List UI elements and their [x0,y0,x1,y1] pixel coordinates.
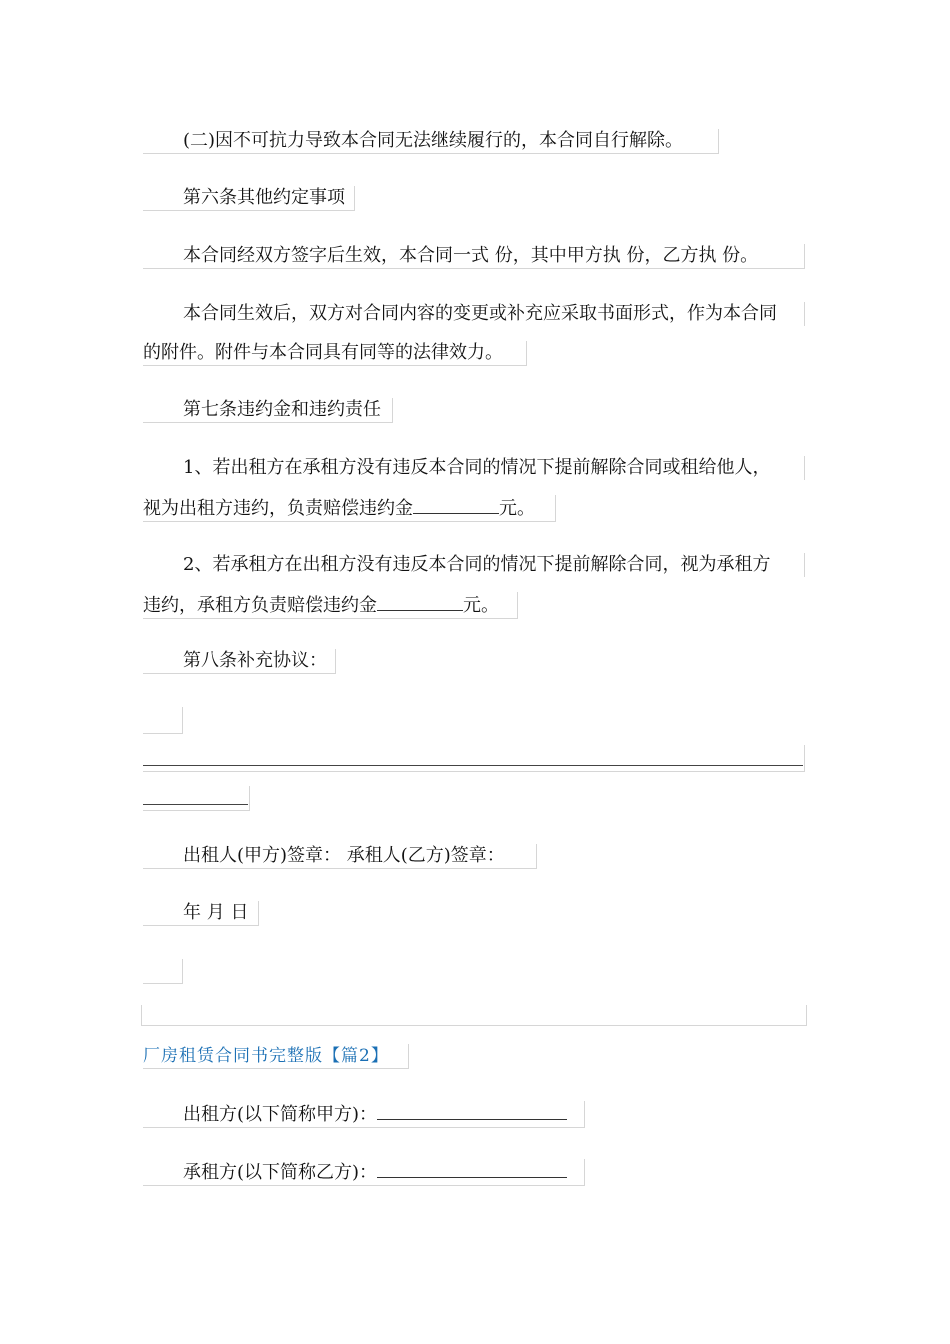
empty-wide-box [141,1005,807,1026]
lessee-line [143,1159,585,1186]
article-6-title: 第六条其他约定事项 [143,186,355,211]
lessee-name-blank [377,1159,567,1178]
clause-1-unit: 元。 [499,498,535,519]
supplement-fill-line-2 [143,804,248,805]
section-2-title: 厂房租赁合同书完整版【篇2】 [143,1044,409,1069]
clause-force-majeure: (二)因不可抗力导致本合同无法继续履行的，本合同自行解除。 [143,129,719,154]
date-line: 年 月 日 [143,901,259,926]
empty-paragraph-box [143,707,183,734]
clause-1-text: 视为出租方违约，负责赔偿违约金 [143,498,413,519]
supplement-fill-line [143,765,803,766]
article-7-clause-2-line-2 [143,592,518,619]
lessor-line [143,1101,585,1128]
clause-2-text: 违约，承租方负责赔偿违约金 [143,595,377,616]
article-7-clause-1-line-2 [143,495,556,522]
article-6-paragraph-2-line-1: 本合同生效后，双方对合同内容的变更或补充应采取书面形式，作为本合同 [143,302,805,326]
supplement-line-box [143,745,805,772]
article-7-title: 第七条违约金和违约责任 [143,398,393,423]
lessor-label: 出租方(以下简称甲方)： [183,1104,378,1125]
supplement-line-box-2 [143,786,250,811]
article-6-paragraph-2-line-2: 的附件。附件与本合同具有同等的法律效力。 [143,341,527,366]
article-7-clause-1-line-1: 1、若出租方在承租方没有违反本合同的情况下提前解除合同或租给他人， [143,456,805,480]
article-7-clause-2-line-1: 2、若承租方在出租方没有违反本合同的情况下提前解除合同，视为承租方 [143,553,805,577]
lessee-label: 承租方(以下简称乙方)： [183,1162,378,1183]
penalty-amount-blank [377,592,463,611]
clause-2-unit: 元。 [463,595,499,616]
signature-line: 出租人(甲方)签章： 承租人(乙方)签章： [143,844,537,869]
article-6-paragraph-1: 本合同经双方签字后生效，本合同一式 份，其中甲方执 份，乙方执 份。 [143,244,805,269]
empty-paragraph-box-2 [143,959,183,984]
penalty-amount-blank [413,495,499,514]
article-8-title: 第八条补充协议： [143,649,336,674]
lessor-name-blank [377,1101,567,1120]
